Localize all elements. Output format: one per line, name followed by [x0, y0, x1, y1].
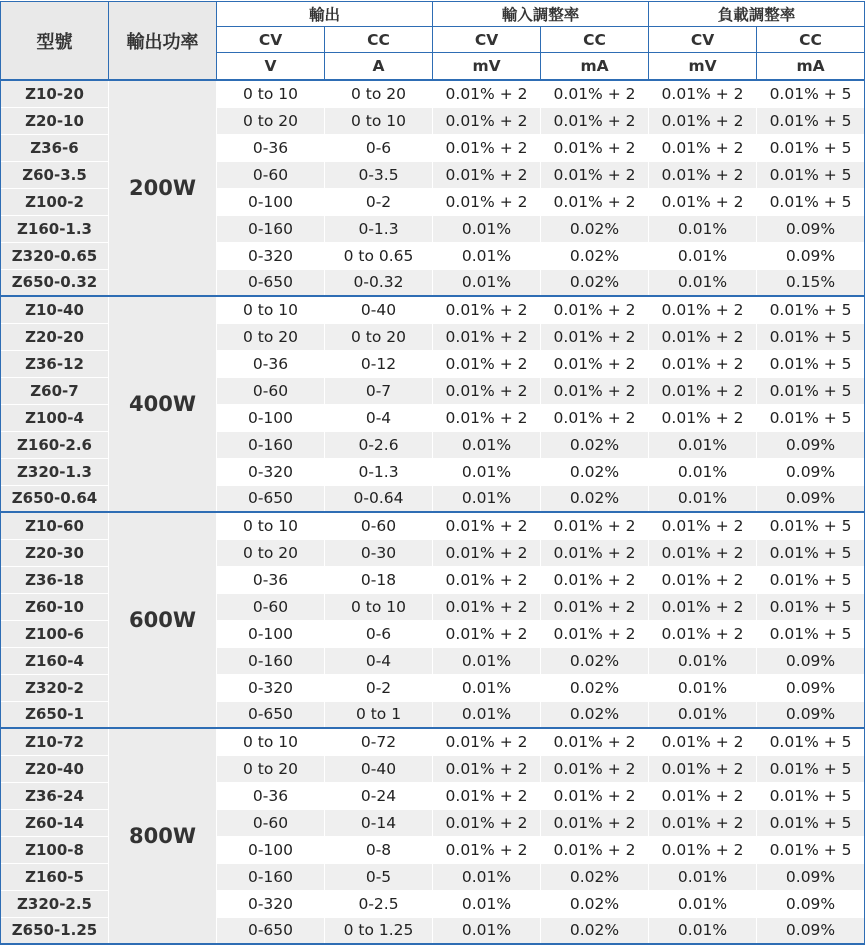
output-cc-cell: 0-5 [325, 863, 433, 890]
load-cc-cell: 0.01% + 5 [757, 80, 865, 107]
output-cv-cell: 0 to 20 [217, 107, 325, 134]
line-cc-cell: 0.01% + 2 [541, 620, 649, 647]
line-cc-cell: 0.02% [541, 242, 649, 269]
line-cc-cell: 0.01% + 2 [541, 188, 649, 215]
line-cc-cell: 0.01% + 2 [541, 512, 649, 539]
model-cell: Z650-1 [1, 701, 109, 728]
output-cv-cell: 0 to 20 [217, 323, 325, 350]
load-cv-cell: 0.01% + 2 [649, 377, 757, 404]
model-cell: Z60-7 [1, 377, 109, 404]
output-cc-cell: 0-2.5 [325, 890, 433, 917]
output-cv-cell: 0-650 [217, 269, 325, 296]
line-cc-cell: 0.01% + 2 [541, 134, 649, 161]
output-cv-cell: 0-160 [217, 647, 325, 674]
output-cc-cell: 0-4 [325, 404, 433, 431]
load-cv-cell: 0.01% [649, 431, 757, 458]
model-cell: Z100-2 [1, 188, 109, 215]
output-cc-cell: 0 to 1.25 [325, 917, 433, 944]
line-cc-cell: 0.02% [541, 485, 649, 512]
header-output-cv: CV [217, 27, 325, 53]
load-cv-cell: 0.01% + 2 [649, 188, 757, 215]
load-cc-cell: 0.01% + 5 [757, 512, 865, 539]
output-cv-cell: 0-60 [217, 161, 325, 188]
load-cc-cell: 0.09% [757, 485, 865, 512]
output-cc-cell: 0-12 [325, 350, 433, 377]
output-cv-cell: 0 to 10 [217, 296, 325, 323]
load-cv-cell: 0.01% + 2 [649, 296, 757, 323]
output-cc-cell: 0-3.5 [325, 161, 433, 188]
output-cv-cell: 0-100 [217, 620, 325, 647]
output-cc-cell: 0-72 [325, 728, 433, 755]
output-cv-cell: 0-320 [217, 242, 325, 269]
load-cv-cell: 0.01% + 2 [649, 404, 757, 431]
output-cv-cell: 0-36 [217, 782, 325, 809]
model-cell: Z160-1.3 [1, 215, 109, 242]
model-cell: Z20-20 [1, 323, 109, 350]
output-cv-cell: 0 to 10 [217, 80, 325, 107]
output-cc-cell: 0-6 [325, 134, 433, 161]
line-cc-cell: 0.02% [541, 890, 649, 917]
output-cc-cell: 0 to 20 [325, 323, 433, 350]
table-row [1, 80, 865, 107]
table-header [1, 2, 865, 81]
line-cc-cell: 0.01% + 2 [541, 80, 649, 107]
line-cv-cell: 0.01% + 2 [433, 350, 541, 377]
load-cc-cell: 0.09% [757, 674, 865, 701]
output-cv-cell: 0-100 [217, 836, 325, 863]
load-cc-cell: 0.01% + 5 [757, 728, 865, 755]
load-cc-cell: 0.01% + 5 [757, 323, 865, 350]
line-cc-cell: 0.02% [541, 863, 649, 890]
load-cv-cell: 0.01% + 2 [649, 593, 757, 620]
load-cv-cell: 0.01% + 2 [649, 809, 757, 836]
model-cell: Z320-2.5 [1, 890, 109, 917]
load-cv-cell: 0.01% + 2 [649, 161, 757, 188]
output-cc-cell: 0-18 [325, 566, 433, 593]
output-cc-cell: 0-2 [325, 674, 433, 701]
load-cc-cell: 0.01% + 5 [757, 539, 865, 566]
header-power: 輸出功率 [109, 2, 217, 81]
line-cv-cell: 0.01% [433, 647, 541, 674]
load-cv-cell: 0.01% + 2 [649, 80, 757, 107]
load-cc-cell: 0.09% [757, 917, 865, 944]
output-cv-cell: 0-36 [217, 566, 325, 593]
load-cv-cell: 0.01% [649, 674, 757, 701]
load-cc-cell: 0.09% [757, 701, 865, 728]
line-cv-cell: 0.01% + 2 [433, 836, 541, 863]
line-cc-cell: 0.01% + 2 [541, 350, 649, 377]
load-cv-cell: 0.01% + 2 [649, 134, 757, 161]
output-cv-cell: 0-160 [217, 863, 325, 890]
line-cc-cell: 0.02% [541, 674, 649, 701]
line-cv-cell: 0.01% + 2 [433, 755, 541, 782]
line-cc-cell: 0.02% [541, 458, 649, 485]
model-cell: Z36-12 [1, 350, 109, 377]
line-cc-cell: 0.02% [541, 269, 649, 296]
model-cell: Z320-2 [1, 674, 109, 701]
load-cc-cell: 0.01% + 5 [757, 296, 865, 323]
model-cell: Z36-6 [1, 134, 109, 161]
line-cv-cell: 0.01% + 2 [433, 377, 541, 404]
header-load-regulation: 負載調整率 [649, 2, 865, 27]
load-cc-cell: 0.01% + 5 [757, 566, 865, 593]
model-cell: Z20-40 [1, 755, 109, 782]
model-cell: Z60-3.5 [1, 161, 109, 188]
line-cv-cell: 0.01% [433, 863, 541, 890]
output-cv-cell: 0-60 [217, 593, 325, 620]
output-cc-cell: 0-2.6 [325, 431, 433, 458]
load-cc-cell: 0.01% + 5 [757, 782, 865, 809]
load-cc-cell: 0.01% + 5 [757, 188, 865, 215]
line-cc-cell: 0.01% + 2 [541, 377, 649, 404]
line-cv-cell: 0.01% + 2 [433, 728, 541, 755]
output-cv-cell: 0-650 [217, 485, 325, 512]
load-cc-cell: 0.01% + 5 [757, 755, 865, 782]
output-cv-cell: 0-160 [217, 431, 325, 458]
line-cv-cell: 0.01% [433, 890, 541, 917]
load-cc-cell: 0.01% + 5 [757, 809, 865, 836]
line-cv-cell: 0.01% [433, 701, 541, 728]
header-model: 型號 [1, 2, 109, 81]
load-cc-cell: 0.15% [757, 269, 865, 296]
load-cv-cell: 0.01% [649, 701, 757, 728]
load-cv-cell: 0.01% [649, 269, 757, 296]
output-cv-cell: 0-36 [217, 350, 325, 377]
line-cv-cell: 0.01% + 2 [433, 188, 541, 215]
load-cv-cell: 0.01% [649, 917, 757, 944]
load-cc-cell: 0.01% + 5 [757, 107, 865, 134]
line-cv-cell: 0.01% + 2 [433, 296, 541, 323]
load-cv-cell: 0.01% + 2 [649, 350, 757, 377]
load-cv-cell: 0.01% [649, 458, 757, 485]
load-cc-cell: 0.01% + 5 [757, 161, 865, 188]
output-cc-cell: 0-14 [325, 809, 433, 836]
header-output-cc: CC [325, 27, 433, 53]
load-cc-cell: 0.09% [757, 215, 865, 242]
load-cv-cell: 0.01% + 2 [649, 539, 757, 566]
line-cc-cell: 0.01% + 2 [541, 296, 649, 323]
load-cc-cell: 0.09% [757, 458, 865, 485]
model-cell: Z160-4 [1, 647, 109, 674]
load-cv-cell: 0.01% + 2 [649, 782, 757, 809]
output-cv-cell: 0-100 [217, 404, 325, 431]
header-load-cc: CC [757, 27, 865, 53]
load-cv-cell: 0.01% + 2 [649, 728, 757, 755]
output-cv-cell: 0-60 [217, 809, 325, 836]
load-cc-cell: 0.01% + 5 [757, 134, 865, 161]
unit-output-cv: V [217, 53, 325, 81]
model-cell: Z10-40 [1, 296, 109, 323]
output-cv-cell: 0-650 [217, 917, 325, 944]
line-cc-cell: 0.02% [541, 431, 649, 458]
load-cv-cell: 0.01% [649, 242, 757, 269]
load-cv-cell: 0.01% [649, 863, 757, 890]
load-cv-cell: 0.01% + 2 [649, 512, 757, 539]
line-cc-cell: 0.01% + 2 [541, 809, 649, 836]
output-cc-cell: 0-8 [325, 836, 433, 863]
load-cc-cell: 0.01% + 5 [757, 404, 865, 431]
load-cc-cell: 0.01% + 5 [757, 620, 865, 647]
load-cv-cell: 0.01% + 2 [649, 107, 757, 134]
model-cell: Z20-10 [1, 107, 109, 134]
line-cv-cell: 0.01% + 2 [433, 809, 541, 836]
header-line-cc: CC [541, 27, 649, 53]
unit-line-cc: mA [541, 53, 649, 81]
load-cv-cell: 0.01% + 2 [649, 566, 757, 593]
unit-line-cv: mV [433, 53, 541, 81]
load-cv-cell: 0.01% + 2 [649, 836, 757, 863]
power-cell: 400W [109, 296, 217, 512]
line-cc-cell: 0.01% + 2 [541, 539, 649, 566]
output-cv-cell: 0-650 [217, 701, 325, 728]
power-cell: 200W [109, 80, 217, 296]
table-row [1, 512, 865, 539]
table-row [1, 728, 865, 755]
table-row [1, 296, 865, 323]
header-load-cv: CV [649, 27, 757, 53]
line-cc-cell: 0.01% + 2 [541, 755, 649, 782]
header-line-regulation: 輸入調整率 [433, 2, 649, 27]
load-cv-cell: 0.01% [649, 647, 757, 674]
line-cv-cell: 0.01% [433, 269, 541, 296]
output-cv-cell: 0-36 [217, 134, 325, 161]
output-cc-cell: 0-6 [325, 620, 433, 647]
model-cell: Z650-1.25 [1, 917, 109, 944]
model-cell: Z60-14 [1, 809, 109, 836]
output-cv-cell: 0 to 20 [217, 755, 325, 782]
line-cc-cell: 0.02% [541, 701, 649, 728]
line-cc-cell: 0.01% + 2 [541, 107, 649, 134]
output-cv-cell: 0-100 [217, 188, 325, 215]
output-cc-cell: 0-7 [325, 377, 433, 404]
line-cc-cell: 0.01% + 2 [541, 323, 649, 350]
load-cc-cell: 0.01% + 5 [757, 593, 865, 620]
spec-table [0, 1, 865, 945]
model-cell: Z160-5 [1, 863, 109, 890]
output-cv-cell: 0-320 [217, 890, 325, 917]
model-cell: Z10-20 [1, 80, 109, 107]
unit-load-cc: mA [757, 53, 865, 81]
output-cv-cell: 0-160 [217, 215, 325, 242]
output-cc-cell: 0-2 [325, 188, 433, 215]
line-cv-cell: 0.01% + 2 [433, 566, 541, 593]
output-cc-cell: 0-1.3 [325, 215, 433, 242]
line-cc-cell: 0.01% + 2 [541, 782, 649, 809]
line-cv-cell: 0.01% + 2 [433, 404, 541, 431]
output-cc-cell: 0 to 20 [325, 80, 433, 107]
line-cv-cell: 0.01% + 2 [433, 620, 541, 647]
model-cell: Z650-0.64 [1, 485, 109, 512]
line-cv-cell: 0.01% + 2 [433, 107, 541, 134]
load-cv-cell: 0.01% [649, 215, 757, 242]
model-cell: Z160-2.6 [1, 431, 109, 458]
model-cell: Z20-30 [1, 539, 109, 566]
line-cv-cell: 0.01% + 2 [433, 539, 541, 566]
unit-load-cv: mV [649, 53, 757, 81]
line-cc-cell: 0.01% + 2 [541, 836, 649, 863]
output-cv-cell: 0-320 [217, 674, 325, 701]
load-cc-cell: 0.09% [757, 431, 865, 458]
line-cc-cell: 0.02% [541, 647, 649, 674]
model-cell: Z100-4 [1, 404, 109, 431]
output-cv-cell: 0-60 [217, 377, 325, 404]
line-cv-cell: 0.01% [433, 431, 541, 458]
line-cv-cell: 0.01% [433, 485, 541, 512]
load-cc-cell: 0.01% + 5 [757, 836, 865, 863]
output-cv-cell: 0 to 20 [217, 539, 325, 566]
line-cv-cell: 0.01% + 2 [433, 161, 541, 188]
load-cv-cell: 0.01% [649, 485, 757, 512]
output-cc-cell: 0-24 [325, 782, 433, 809]
line-cv-cell: 0.01% + 2 [433, 80, 541, 107]
load-cc-cell: 0.01% + 5 [757, 350, 865, 377]
load-cv-cell: 0.01% + 2 [649, 620, 757, 647]
model-cell: Z10-60 [1, 512, 109, 539]
line-cc-cell: 0.02% [541, 215, 649, 242]
line-cc-cell: 0.01% + 2 [541, 404, 649, 431]
line-cv-cell: 0.01% + 2 [433, 512, 541, 539]
line-cc-cell: 0.02% [541, 917, 649, 944]
load-cc-cell: 0.09% [757, 863, 865, 890]
load-cc-cell: 0.09% [757, 647, 865, 674]
line-cv-cell: 0.01% + 2 [433, 134, 541, 161]
output-cv-cell: 0-320 [217, 458, 325, 485]
line-cv-cell: 0.01% + 2 [433, 593, 541, 620]
load-cc-cell: 0.09% [757, 242, 865, 269]
load-cv-cell: 0.01% [649, 890, 757, 917]
output-cc-cell: 0 to 10 [325, 593, 433, 620]
output-cc-cell: 0-40 [325, 755, 433, 782]
load-cc-cell: 0.09% [757, 890, 865, 917]
model-cell: Z320-1.3 [1, 458, 109, 485]
model-cell: Z100-6 [1, 620, 109, 647]
output-cc-cell: 0 to 0.65 [325, 242, 433, 269]
model-cell: Z650-0.32 [1, 269, 109, 296]
line-cv-cell: 0.01% [433, 215, 541, 242]
load-cv-cell: 0.01% + 2 [649, 755, 757, 782]
line-cv-cell: 0.01% + 2 [433, 323, 541, 350]
model-cell: Z100-8 [1, 836, 109, 863]
output-cc-cell: 0 to 10 [325, 107, 433, 134]
output-cv-cell: 0 to 10 [217, 512, 325, 539]
model-cell: Z36-18 [1, 566, 109, 593]
line-cc-cell: 0.01% + 2 [541, 566, 649, 593]
output-cc-cell: 0-60 [325, 512, 433, 539]
header-line-cv: CV [433, 27, 541, 53]
output-cc-cell: 0 to 1 [325, 701, 433, 728]
power-cell: 600W [109, 512, 217, 728]
output-cc-cell: 0-0.64 [325, 485, 433, 512]
power-cell: 800W [109, 728, 217, 944]
output-cv-cell: 0 to 10 [217, 728, 325, 755]
line-cv-cell: 0.01% [433, 674, 541, 701]
line-cc-cell: 0.01% + 2 [541, 161, 649, 188]
output-cc-cell: 0-0.32 [325, 269, 433, 296]
model-cell: Z10-72 [1, 728, 109, 755]
table-body [1, 80, 865, 944]
header-output: 輸出 [217, 2, 433, 27]
load-cv-cell: 0.01% + 2 [649, 323, 757, 350]
model-cell: Z36-24 [1, 782, 109, 809]
output-cc-cell: 0-30 [325, 539, 433, 566]
output-cc-cell: 0-4 [325, 647, 433, 674]
model-cell: Z60-10 [1, 593, 109, 620]
output-cc-cell: 0-40 [325, 296, 433, 323]
line-cv-cell: 0.01% [433, 242, 541, 269]
line-cv-cell: 0.01% [433, 458, 541, 485]
line-cv-cell: 0.01% + 2 [433, 782, 541, 809]
line-cc-cell: 0.01% + 2 [541, 593, 649, 620]
unit-output-cc: A [325, 53, 433, 81]
model-cell: Z320-0.65 [1, 242, 109, 269]
line-cc-cell: 0.01% + 2 [541, 728, 649, 755]
load-cc-cell: 0.01% + 5 [757, 377, 865, 404]
line-cv-cell: 0.01% [433, 917, 541, 944]
output-cc-cell: 0-1.3 [325, 458, 433, 485]
